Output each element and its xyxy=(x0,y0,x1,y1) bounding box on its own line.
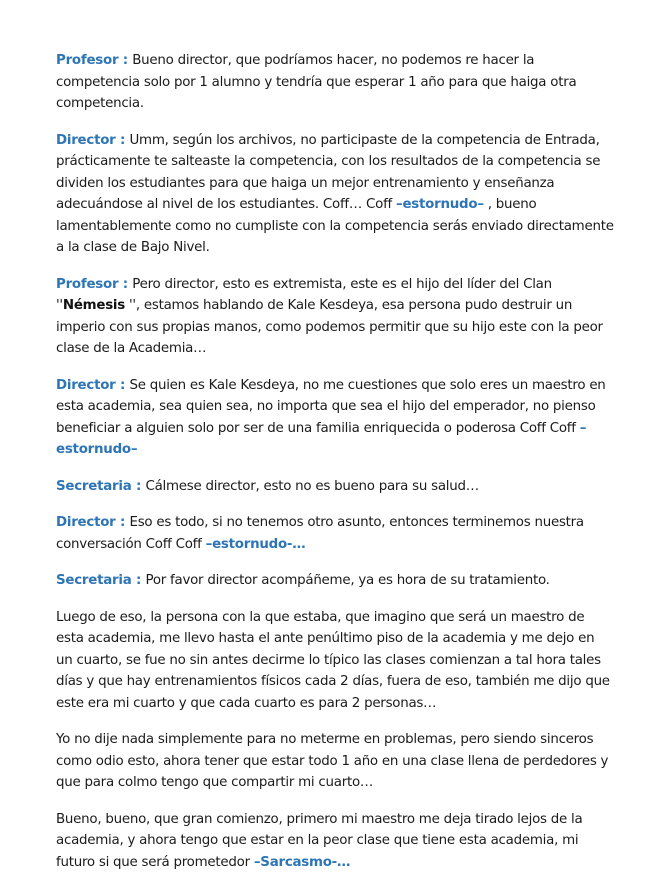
dialogue-paragraph xyxy=(56,476,614,498)
body-text: Bueno director, que podríamos hacer, no podemos re hacer la competencia solo por 1 alumno y tendría que esperar 1 año para que haiga otra competencia. xyxy=(56,53,577,111)
dialogue-paragraph xyxy=(56,570,614,592)
body-text: Cálmese director, esto no es bueno para su salud… xyxy=(145,478,479,494)
body-text: Eso es todo, si no tenemos otro asunto, entonces terminemos nuestra conversación Coff Coff xyxy=(56,515,584,552)
narration-paragraph xyxy=(56,607,614,715)
speaker-separator: : xyxy=(115,377,130,393)
dialogue-paragraph xyxy=(56,50,614,115)
body-text: Pero director, esto es extremista, este es el hijo del líder del Clan '' xyxy=(56,276,552,313)
action-note: –estornudo– xyxy=(396,197,484,212)
body-text: , bueno lamentablemente como no cumpliste con la competencia serás enviado directamente a la clase de Bajo Nivel. xyxy=(56,197,614,255)
dialogue-paragraph xyxy=(56,375,614,461)
emphasized-name: Némesis xyxy=(62,298,125,313)
speaker-name: Director xyxy=(56,515,116,530)
body-text: Se quien es Kale Kesdeya, no me cuestiones que solo eres un maestro en esta academia, sea quien sea, no importa que sea el hijo del emperador, no pienso beneficiar a alguien solo por ser de una familia enriquecida o poderosa Coff Coff xyxy=(56,377,606,436)
dialogue-paragraph xyxy=(56,130,614,259)
speaker-separator: : xyxy=(118,276,133,292)
speaker-name: Director xyxy=(56,377,116,393)
body-text: Bueno, bueno, que gran comienzo, primero mi maestro me deja tirado lejos de la academia, y ahora tengo que estar en la peor clase que tiene esta academia, mi futuro si que será prometedor xyxy=(56,811,583,870)
body-text: Por favor director acompáñeme, ya es hora de su tratamiento. xyxy=(145,573,550,588)
speaker-separator: : xyxy=(131,478,146,494)
body-text: Yo no dije nada simplemente para no meterme en problemas, pero siendo sinceros como odio esto, ahora tener que estar todo 1 año en una clase llena de perdedores y que para colmo tengo que compartir mi cuarto… xyxy=(56,732,609,790)
body-text: '', estamos hablando de Kale Kesdeya, esa persona pudo destruir un imperio con sus propias manos, como podemos permitir que su hijo este con la peor clase de la Academia… xyxy=(56,298,603,356)
action-note: –estornudo– xyxy=(56,420,587,457)
speaker-name: Secretaria xyxy=(56,573,132,588)
dialogue-paragraph xyxy=(56,512,614,555)
speaker-separator: : xyxy=(115,515,130,530)
speaker-name: Profesor xyxy=(56,276,119,292)
speaker-separator: : xyxy=(115,132,130,148)
speaker-name: Director xyxy=(56,132,116,148)
narration-paragraph xyxy=(56,809,614,874)
speaker-separator: : xyxy=(118,53,133,68)
document-page xyxy=(56,50,614,888)
action-note: –Sarcasmo-… xyxy=(253,854,351,870)
speaker-name: Secretaria xyxy=(56,478,132,494)
speaker-separator: : xyxy=(131,573,146,588)
narration-paragraph xyxy=(56,729,614,794)
body-text: Umm, según los archivos, no participaste de la competencia de Entrada, prácticamente te salteaste la competencia, con los resultados de la competencia se dividen los estudiantes para que haiga un mejor entrenamiento y enseñanza adecuándose al nivel de los estudiantes. Coff… Coff xyxy=(56,132,601,212)
speaker-name: Profesor xyxy=(56,53,119,68)
body-text: Luego de eso, la persona con la que estaba, que imagino que será un maestro de esta academia, me llevo hasta el ante penúltimo piso de la academia y me dejo en un cuarto, se fue no sin antes decirme lo típico las clases comienzan a tal hora tales días y que hay entrenamientos físicos cada 2 días, fuera de eso, también me dijo que este era mi cuarto y que cada cuarto es para 2 personas… xyxy=(56,609,610,711)
dialogue-paragraph xyxy=(56,274,614,360)
action-note: –estornudo-… xyxy=(205,536,306,552)
